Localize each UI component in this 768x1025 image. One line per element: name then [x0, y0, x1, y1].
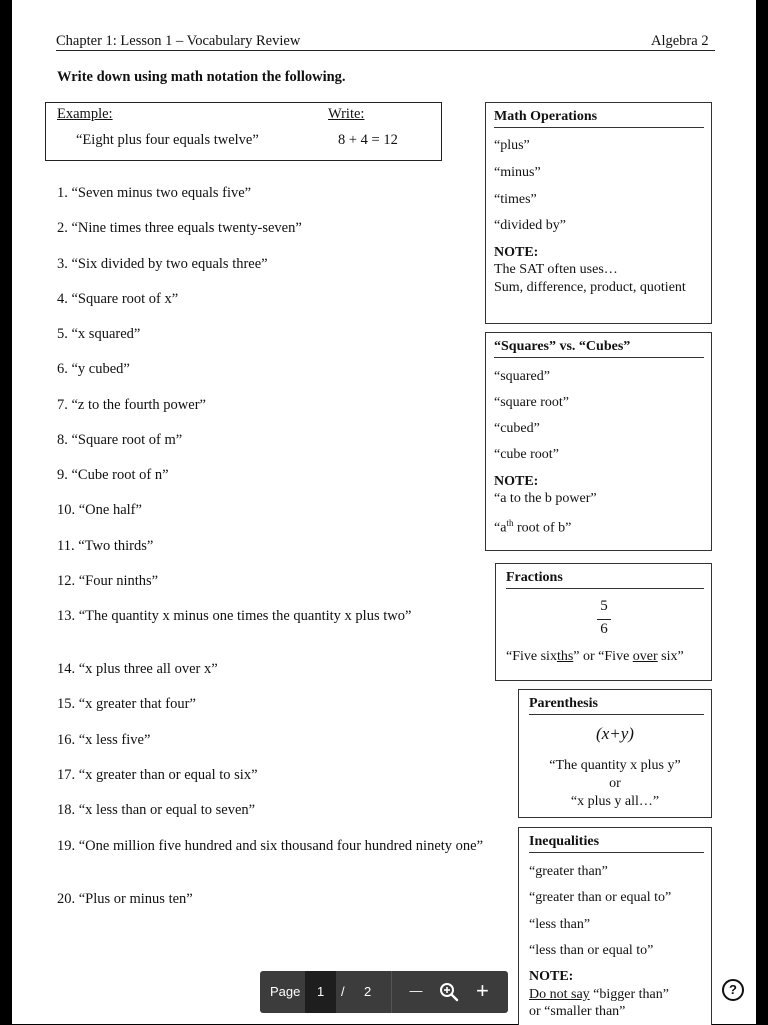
list-item: 6. “y cubed” — [57, 361, 130, 377]
inequality-item: “less than or equal to” — [529, 943, 654, 958]
note-line: The SAT often uses… — [494, 262, 618, 277]
zoom-in-button[interactable]: + — [476, 978, 489, 1003]
box-rule — [494, 127, 704, 128]
parenthesis-title: Parenthesis — [529, 696, 598, 711]
list-item: 20. “Plus or minus ten” — [57, 891, 193, 907]
squares-item: “squared” — [494, 369, 550, 384]
list-item: 10. “One half” — [57, 502, 142, 518]
note-title: NOTE: — [494, 245, 539, 260]
list-item: 1. “Seven minus two equals five” — [57, 185, 252, 201]
list-item: 9. “Cube root of n” — [57, 467, 169, 483]
note-title: NOTE: — [529, 969, 574, 984]
list-item: 12. “Four ninths” — [57, 573, 159, 589]
fractions-title: Fractions — [506, 570, 563, 585]
note-line: “$a^{th}$ root of b” — [494, 518, 572, 536]
example-box — [45, 102, 442, 161]
note-line: “a to the b power” — [494, 491, 597, 506]
list-item: 15. “x greater that four” — [57, 696, 196, 712]
page-number-input[interactable] — [305, 971, 336, 1013]
inequalities-title: Inequalities — [529, 834, 600, 849]
squares-cubes-title: “Squares” vs. “Cubes” — [494, 339, 631, 354]
squares-cubes-box — [485, 332, 712, 551]
list-item: 3. “Six divided by two equals three” — [57, 256, 268, 272]
parenthesis-box — [518, 689, 712, 818]
magnifier-icon[interactable] — [439, 982, 459, 1002]
parenthesis-line: or — [609, 776, 621, 791]
operation-item: “times” — [494, 192, 537, 207]
page-label: Page — [270, 984, 301, 999]
list-item: 16. “x less five” — [57, 732, 151, 748]
inequality-item: “less than” — [529, 917, 591, 932]
operation-item: “plus” — [494, 138, 530, 153]
list-item: 8. “Square root of m” — [57, 432, 183, 448]
list-item: 4. “Square root of x” — [57, 291, 179, 307]
write-label: Write: — [328, 106, 365, 122]
list-item: 13. “The quantity x minus one times the quantity x plus two” — [57, 608, 412, 624]
toolbar-divider — [391, 971, 392, 1013]
squares-item: “cubed” — [494, 421, 540, 436]
list-item: 5. “x squared” — [57, 326, 141, 342]
help-button[interactable]: ? — [722, 979, 744, 1001]
list-item: 19. “One million five hundred and six thousand four hundred ninety one” — [57, 838, 484, 854]
zoom-out-button[interactable]: — — [409, 983, 423, 998]
list-item: 17. “x greater than or equal to six” — [57, 767, 258, 783]
instructions: Write down using math notation the following. — [57, 69, 346, 85]
page-separator: / — [341, 984, 345, 999]
math-operations-box — [485, 102, 712, 324]
fraction-caption: “Five sixths” or “Five over six” — [506, 649, 684, 664]
example-label: Example: — [57, 106, 113, 122]
note-line: Do not say “bigger than” — [529, 987, 669, 1002]
list-item: 11. “Two thirds” — [57, 538, 154, 554]
math-operations-title: Math Operations — [494, 109, 598, 124]
list-item: 14. “x plus three all over x” — [57, 661, 218, 677]
fractions-box — [495, 563, 712, 681]
list-item: 18. “x less than or equal to seven” — [57, 802, 256, 818]
inequalities-box — [518, 827, 712, 1025]
current-page: 1 — [317, 984, 325, 999]
document-page — [12, 0, 756, 1024]
note-title: NOTE: — [494, 474, 539, 489]
fraction-numerator: 5 — [600, 598, 608, 614]
note-line: Sum, difference, product, quotient — [494, 280, 686, 295]
total-pages: 2 — [364, 984, 372, 999]
operation-item: “minus” — [494, 165, 541, 180]
inequality-item: “greater than or equal to” — [529, 890, 672, 905]
list-item: 2. “Nine times three equals twenty-seven” — [57, 220, 302, 236]
pdf-toolbar — [260, 971, 508, 1013]
box-rule — [506, 588, 704, 589]
parenthesis-line: “x plus y all…” — [570, 794, 660, 809]
squares-item: “cube root” — [494, 447, 559, 462]
squares-item: “square root” — [494, 395, 570, 410]
fraction-denominator: 6 — [600, 621, 608, 637]
box-rule — [494, 357, 704, 358]
operation-item: “divided by” — [494, 218, 566, 233]
parenthesis-expression: (x+y) — [596, 724, 634, 743]
note-line: or “smaller than” — [529, 1004, 626, 1019]
box-rule — [529, 852, 704, 853]
inequality-item: “greater than” — [529, 864, 608, 879]
example-phrase: “Eight plus four equals twelve” — [76, 132, 259, 148]
course-header: Algebra 2 — [651, 33, 709, 49]
example-answer: 8 + 4 = 12 — [338, 132, 398, 148]
header-rule — [56, 50, 715, 51]
list-item: 7. “z to the fourth power” — [57, 397, 206, 413]
chapter-header: Chapter 1: Lesson 1 – Vocabulary Review — [56, 33, 301, 49]
box-rule — [529, 714, 704, 715]
parenthesis-line: “The quantity x plus y” — [549, 758, 681, 773]
fraction-bar — [597, 619, 611, 620]
